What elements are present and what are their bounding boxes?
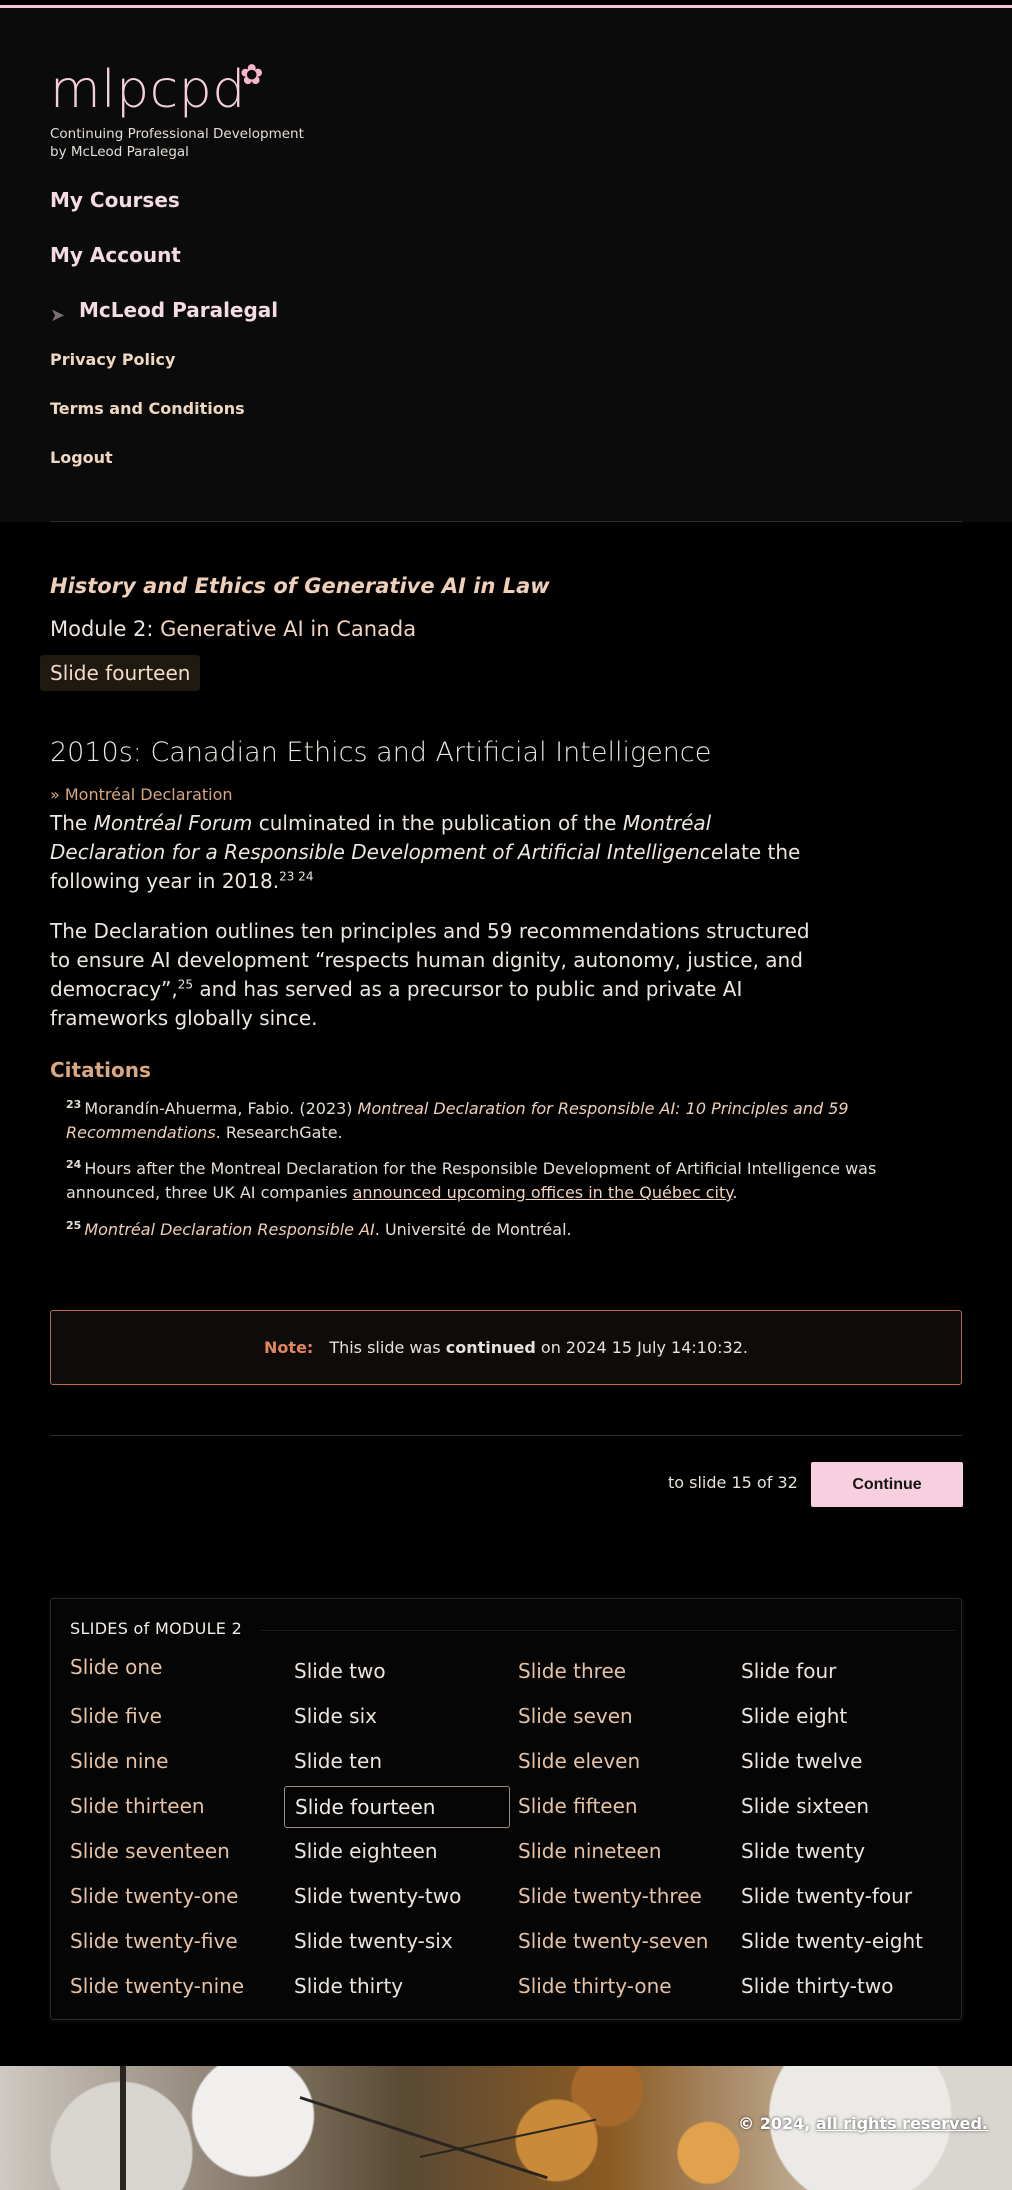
paragraph-2: The Declaration outlines ten principles and 59 recommendations structured to ensure AI development “respects human dignity, autonomy, justice, and democracy”,$^{25}$ and has served as a precursor to public and private AI frameworks globally since.	[50, 919, 810, 1030]
continue-button[interactable]: Continue	[811, 1462, 963, 1507]
slide-link-7[interactable]: Slide seven	[518, 1704, 633, 1728]
tagline-line-2: by McLeod Paralegal	[50, 144, 189, 160]
current-slide-badge: Slide fourteen	[40, 655, 200, 691]
header-divider	[50, 521, 962, 522]
slides-panel-rule	[261, 1630, 955, 1631]
arrow-right-icon: ➤	[50, 305, 66, 326]
citation-24: $^{24}$ Hours after the Montreal Declaration for the Responsible Development of Artificial Intelligence was announced, three UK AI companies announced upcoming offices in the Québec city.	[66, 1157, 877, 1202]
footnote-ref-25[interactable]: 25	[177, 977, 194, 992]
citations-heading: Citations	[50, 1058, 151, 1082]
slide-link-6[interactable]: Slide six	[294, 1704, 377, 1728]
slide-link-2[interactable]: Slide two	[294, 1659, 386, 1683]
slide-link-8[interactable]: Slide eight	[741, 1704, 848, 1728]
slide-link-23[interactable]: Slide twenty-three	[518, 1884, 702, 1908]
site-footer	[0, 2066, 1012, 2190]
slide-link-30[interactable]: Slide thirty	[294, 1974, 404, 1998]
slide-link-5[interactable]: Slide five	[70, 1704, 162, 1728]
subsection-label: » Montréal Declaration	[50, 785, 233, 804]
paragraph-1: The Montréal Forum culminated in the publication of the Montréal Declaration for a Responsible Development of Artificial Intelligencelate the following year in 2018.$^{23 24}$	[50, 811, 801, 893]
rights-link[interactable]: all rights reserved.	[815, 2114, 988, 2133]
copyright: © 2024, all rights reserved.	[738, 2114, 988, 2133]
slide-heading: 2010s: Canadian Ethics and Artificial Intelligence	[50, 737, 712, 768]
slide-link-11[interactable]: Slide eleven	[518, 1749, 641, 1773]
slide-link-18[interactable]: Slide eighteen	[294, 1839, 438, 1863]
slide-link-27[interactable]: Slide twenty-seven	[518, 1929, 709, 1953]
footer-twig	[420, 2119, 596, 2158]
slide-link-3[interactable]: Slide three	[518, 1659, 627, 1683]
next-slide-info: to slide 15 of 32	[668, 1473, 798, 1492]
slide-link-25[interactable]: Slide twenty-five	[70, 1929, 238, 1953]
slide-link-15[interactable]: Slide fifteen	[518, 1794, 638, 1818]
slide-link-10[interactable]: Slide ten	[294, 1749, 382, 1773]
site-logo[interactable]: mlpcpd	[50, 60, 246, 120]
slide-link-28[interactable]: Slide twenty-eight	[741, 1929, 923, 1953]
slide-link-17[interactable]: Slide seventeen	[70, 1839, 230, 1863]
nav-my-account[interactable]: My Account	[50, 243, 181, 267]
slide-link-22[interactable]: Slide twenty-two	[294, 1884, 462, 1908]
slide-link-13[interactable]: Slide thirteen	[70, 1794, 205, 1818]
module-line	[50, 617, 416, 641]
module-link[interactable]: Generative AI in Canada	[160, 617, 417, 641]
footer-trunk	[120, 2066, 126, 2190]
course-title[interactable]: History and Ethics of Generative AI in Law	[50, 574, 550, 598]
nav-terms-and-conditions[interactable]: Terms and Conditions	[50, 399, 245, 418]
note-label: Note:	[264, 1338, 314, 1357]
slide-link-31[interactable]: Slide thirty-one	[518, 1974, 672, 1998]
nav-mcleod-paralegal[interactable]: McLeod Paralegal	[79, 298, 279, 322]
slide-link-9[interactable]: Slide nine	[70, 1749, 169, 1773]
citation-25: $^{25}$ Montréal Declaration Responsible AI. Université de Montréal.	[66, 1218, 572, 1239]
slide-link-14[interactable]: Slide fourteen	[284, 1786, 510, 1828]
pager-divider	[50, 1435, 962, 1436]
site-tagline	[50, 125, 350, 161]
slide-link-16[interactable]: Slide sixteen	[741, 1794, 870, 1818]
nav-logout[interactable]: Logout	[50, 448, 113, 467]
nav-privacy-policy[interactable]: Privacy Policy	[50, 350, 176, 369]
footnote-ref-23-24[interactable]: 23 24	[279, 869, 314, 884]
note-text: This slide was continued on 2024 15 July 14:10:32.	[329, 1338, 748, 1357]
slide-link-20[interactable]: Slide twenty	[741, 1839, 866, 1863]
slide-link-32[interactable]: Slide thirty-two	[741, 1974, 894, 1998]
slides-panel-title: SLIDES of MODULE 2	[70, 1619, 243, 1638]
citation-23: $^{23}$ Morandín-Ahuerma, Fabio. (2023) Montreal Declaration for Responsible AI: 10 Principles and 59 Recommendations. ResearchGate.	[66, 1097, 849, 1142]
slide-link-29[interactable]: Slide twenty-nine	[70, 1974, 245, 1998]
slide-link-26[interactable]: Slide twenty-six	[294, 1929, 453, 1953]
slide-link-1[interactable]: Slide one	[70, 1655, 163, 1679]
module-slides-panel	[50, 1598, 962, 2020]
site-header	[0, 8, 1012, 522]
tagline-line-1: Continuing Professional Development	[50, 126, 304, 142]
maple-leaf-icon: ✿	[240, 58, 264, 91]
nav-my-courses[interactable]: My Courses	[50, 188, 180, 212]
slide-link-12[interactable]: Slide twelve	[741, 1749, 863, 1773]
note-box	[50, 1310, 962, 1385]
slide-link-4[interactable]: Slide four	[741, 1659, 837, 1683]
slide-link-24[interactable]: Slide twenty-four	[741, 1884, 913, 1908]
citation-24-link[interactable]: announced upcoming offices in the Québec city	[352, 1183, 733, 1202]
slide-link-21[interactable]: Slide twenty-one	[70, 1884, 239, 1908]
slide-link-19[interactable]: Slide nineteen	[518, 1839, 662, 1863]
module-prefix: Module 2:	[50, 617, 161, 641]
